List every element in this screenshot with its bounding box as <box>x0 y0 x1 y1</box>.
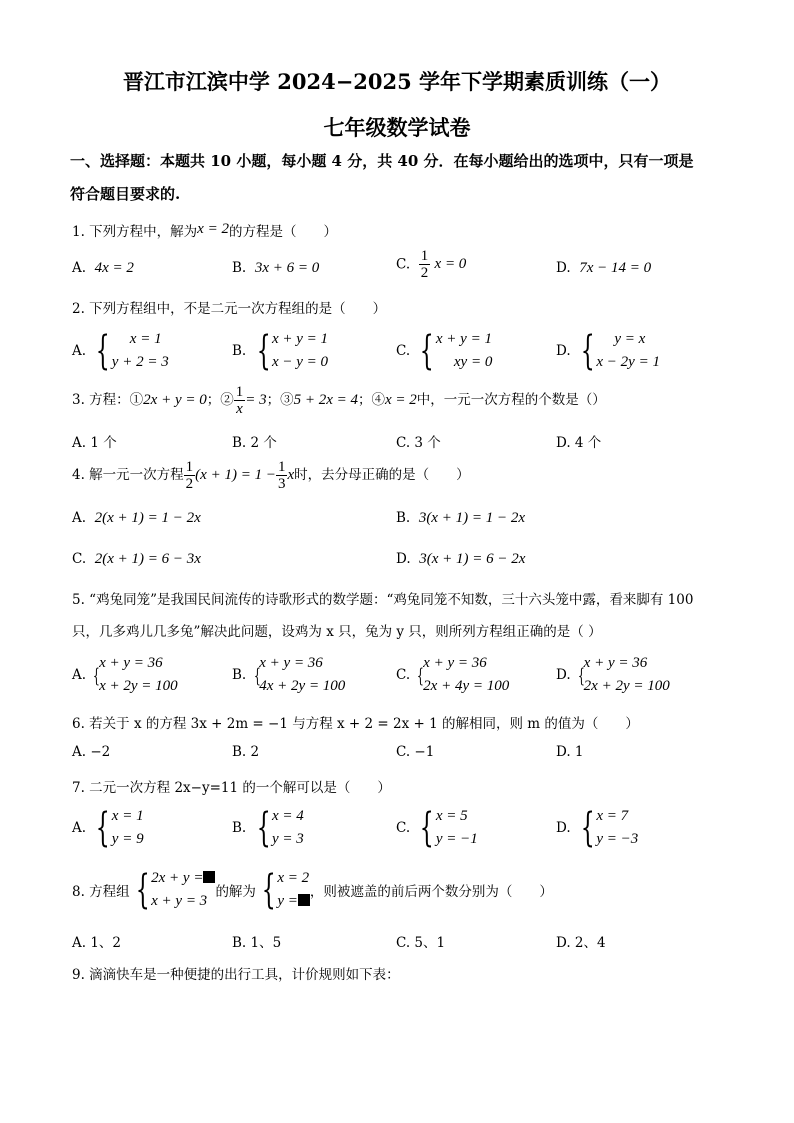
question-5-stem-line2: 只，几多鸡儿几多兔”解决此问题，设鸡为 x 只，兔为 y 只，则所列方程组正确的是（ ） <box>72 624 602 640</box>
q4-option-b: B. 3(x + 1) = 1 − 2x <box>396 510 525 526</box>
q8-option-b: B. 1、5 <box>232 935 282 951</box>
q7-option-b: B. { x = 4 y = 3 <box>232 805 304 851</box>
q7-option-c: C. { x = 5 y = −1 <box>396 805 478 851</box>
q3-option-a: A. 1 个 <box>72 435 117 451</box>
question-1-stem: 1. 下列方程中，解为x = 2的方程是（ ） <box>72 221 337 240</box>
q8-option-a: A. 1、2 <box>72 935 122 951</box>
question-7-stem: 7. 二元一次方程 2x−y=11 的一个解可以是（ ） <box>72 780 391 796</box>
q1-option-c: C. $\frac{1}{2}$ x = 0 <box>396 248 467 281</box>
q4-option-c: C. 2(x + 1) = 6 − 3x <box>72 551 201 567</box>
q2-option-b: B. { x + y = 1 x − y = 0 <box>232 328 329 374</box>
q6-option-a: A. −2 <box>72 744 111 760</box>
question-5-stem-line1: 5. “鸡兔同笼”是我国民间流传的诗歌形式的数学题：“鸡兔同笼不知数，三十六头笼中露，看来脚有 100 <box>72 592 694 608</box>
q5-option-b: B. { x + y = 36 4x + 2y = 100 <box>232 655 346 694</box>
q7-option-d: D. { x = 7 y = −3 <box>556 805 639 851</box>
q7-option-a: A. { x = 1 y = 9 <box>72 805 144 851</box>
covered-number-box <box>203 871 215 883</box>
covered-number-box <box>298 894 310 906</box>
question-4-stem: 4. 解一元一次方程 $\frac{1}{2}$ (x + 1) = 1 − $\frac{1}{3}$ x时，去分母正确的是（ ） <box>72 459 470 492</box>
q5-option-c: C. { x + y = 36 2x + 4y = 100 <box>396 655 510 694</box>
question-2-stem: 2. 下列方程组中，不是二元一次方程组的是（ ） <box>72 301 387 317</box>
q8-option-c: C. 5、1 <box>396 935 446 951</box>
q2-option-d: D. { y = x x − 2y = 1 <box>556 328 660 374</box>
question-3-stem: 3. 方程：①2x + y = 0；② $\frac{1}{x}$ = 3；③5 + 2x = 4；④x = 2中，一元一次方程的个数是（） <box>72 384 606 417</box>
q4-option-d: D. 3(x + 1) = 6 − 2x <box>396 551 526 567</box>
exam-title: 晋江市江滨中学 2024−2025 学年下学期素质训练（一） <box>122 69 672 94</box>
q4-option-a: A. 2(x + 1) = 1 − 2x <box>72 510 201 526</box>
section-instructions-line2: 符合题目要求的. <box>70 185 181 203</box>
question-9-stem: 9. 滴滴快车是一种便捷的出行工具，计价规则如下表： <box>72 967 400 983</box>
q3-option-d: D. 4 个 <box>556 435 602 451</box>
q1-option-d: D. 7x − 14 = 0 <box>556 260 652 276</box>
question-8-stem: 8. 方程组 { 2x + y = x + y = 3 的解为 { x = 2 y = ，则被遮盖的前后两个数分别为（ ） <box>72 867 553 913</box>
q6-option-c: C. −1 <box>396 744 435 760</box>
q6-option-d: D. 1 <box>556 744 584 760</box>
question-6-stem: 6. 若关于 x 的方程 3x + 2m = −1 与方程 x + 2 = 2x + 1 的解相同，则 m 的值为（ ） <box>72 716 639 732</box>
exam-subtitle: 七年级数学试卷 <box>323 115 471 140</box>
q1-option-b: B. 3x + 6 = 0 <box>232 260 320 276</box>
q2-option-c: C. { x + y = 1 xy = 0 <box>396 328 493 374</box>
q3-option-b: B. 2 个 <box>232 435 277 451</box>
q5-option-d: D. { x + y = 36 2x + 2y = 100 <box>556 655 670 694</box>
q3-option-c: C. 3 个 <box>396 435 441 451</box>
q2-option-a: A. { x = 1 y + 2 = 3 <box>72 328 169 374</box>
q8-option-d: D. 2、4 <box>556 935 606 951</box>
q5-option-a: A. { x + y = 36 x + 2y = 100 <box>72 655 178 694</box>
section-instructions-line1: 一、选择题：本题共 10 小题，每小题 4 分，共 40 分．在每小题给出的选项中，只有一项是 <box>70 152 694 170</box>
q1-option-a: A. 4x = 2 <box>72 260 134 276</box>
q6-option-b: B. 2 <box>232 744 260 760</box>
